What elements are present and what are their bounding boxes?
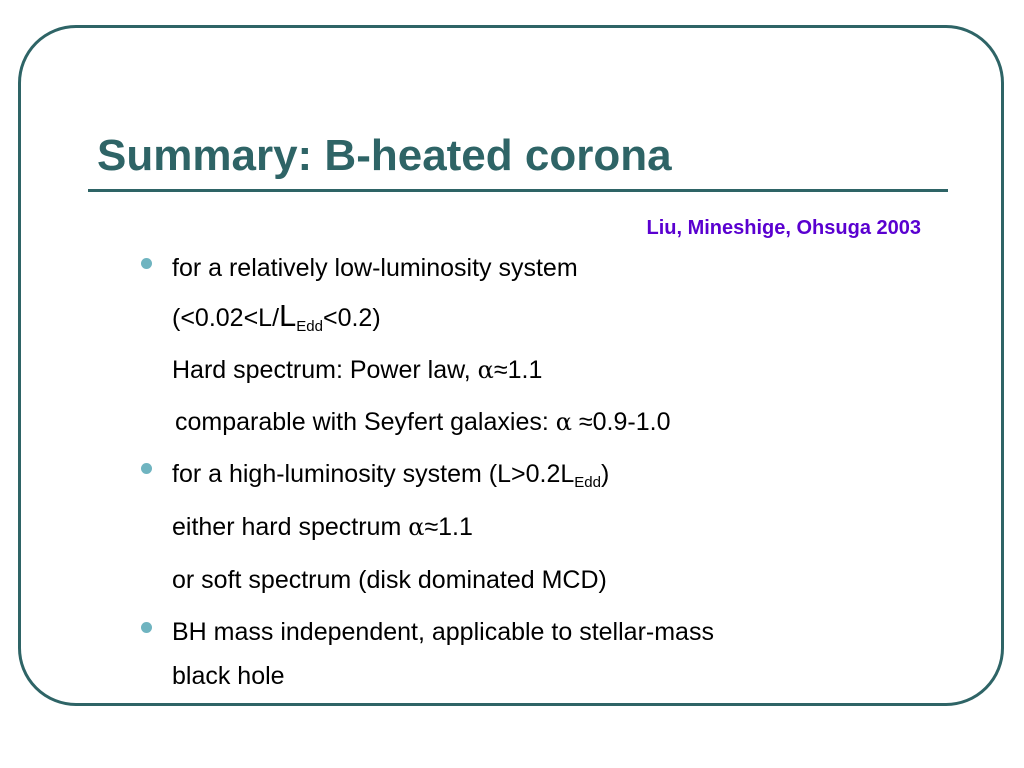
either-value: ≈1.1	[424, 513, 473, 541]
citation: Liu, Mineshige, Ohsuga 2003	[646, 217, 921, 239]
title-underline	[88, 189, 948, 192]
high-lum-prefix: for a high-luminosity system (L>0.2L	[172, 460, 575, 488]
hard-value: ≈1.1	[493, 356, 543, 384]
alpha-symbol: α	[477, 356, 494, 384]
high-lum-suffix: )	[600, 460, 610, 488]
alpha-symbol: α	[408, 513, 425, 541]
bullet-2-line-1	[172, 458, 609, 499]
bullet-3-line-1: BH mass independent, applicable to stellar-mass	[172, 618, 714, 646]
seyfert-prefix: comparable with Seyfert galaxies:	[175, 408, 556, 436]
bullet-3-line-2: black hole	[172, 662, 285, 690]
bullet-icon	[141, 622, 152, 633]
bullet-2-either-hard	[172, 511, 473, 543]
range-close: <0.2)	[322, 304, 381, 332]
high-lum-edd-subscript: Edd	[574, 474, 601, 491]
alpha-symbol: α	[555, 408, 572, 436]
range-edd-subscript: Edd	[296, 318, 323, 335]
bullet-1-seyfert	[175, 406, 670, 438]
range-open: (<0.02<L/	[172, 304, 280, 332]
slide-title: Summary: B-heated corona	[97, 131, 672, 180]
bullet-1-line-1: for a relatively low-luminosity system	[172, 254, 578, 282]
hard-prefix: Hard spectrum: Power law,	[172, 356, 478, 384]
bullet-2-soft-spectrum: or soft spectrum (disk dominated MCD)	[172, 566, 607, 594]
bullet-icon	[141, 258, 152, 269]
bullet-1-luminosity-range	[172, 300, 381, 343]
either-prefix: either hard spectrum	[172, 513, 409, 541]
seyfert-value: ≈0.9-1.0	[571, 408, 671, 436]
bullet-icon	[141, 463, 152, 474]
bullet-1-hard-spectrum	[172, 354, 542, 386]
range-l: L	[279, 298, 297, 333]
